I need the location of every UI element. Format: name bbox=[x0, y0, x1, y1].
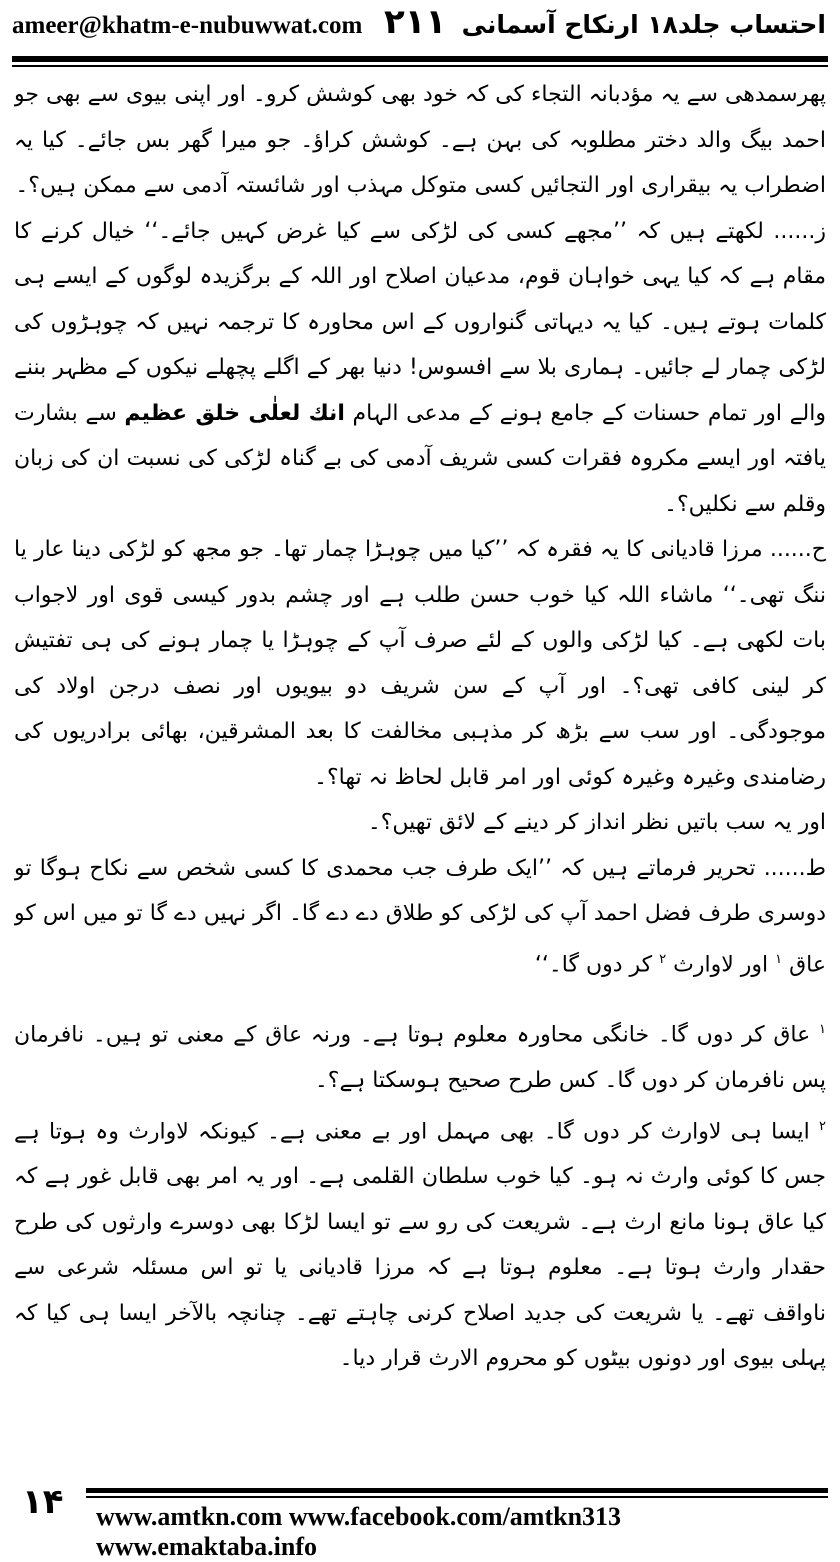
footer-page-number: ۱۴ bbox=[22, 1482, 64, 1522]
paragraph-3: ح...... مرزا قادیانی کا یہ فقرہ کہ ’’کیا میں چوہڑا چمار تھا۔ جو مجھ کو لڑکی دینا عار یا ننگ تھی۔‘‘ ماشاء اللہ کیا خوب حسن طلب ہے اور چشم بدور کیسی قوی اور لاجواب بات لکھی ہے۔ کیا لڑکی والوں کے لئے صرف آپ کے چوہڑا یا چمار ہونے کی ہی تفتیش کر لینی کافی تھی؟۔ اور آپ کے سن شریف دو بیویوں اور نصف درجن اولاد کی موجودگی۔ اور سب سے بڑھ کر مذہبی مخالفت کا بعد المشرقین، بھائی برادریوں کی رضامندی وغیرہ وغیرہ کوئی اور امر قابل لحاظ نہ تھا؟۔ bbox=[14, 537, 826, 790]
paragraph-5-text: ط...... تحریر فرماتے ہیں کہ ’’ایک طرف جب محمدی کا کسی شخص سے نکاح ہوگا تو دوسری طرف فضل احمد آپ کی لڑکی کو طلاق دے دے گا۔ اگر نہیں دے گا تو میں اس کو عاق bbox=[14, 855, 826, 977]
footnote-2 bbox=[14, 1104, 826, 1382]
footnote-1 bbox=[14, 1007, 826, 1103]
page-header bbox=[0, 0, 840, 58]
paragraph-5-mid: اور لاوارث bbox=[673, 951, 769, 977]
footer-links: www.amtkn.com www.facebook.com/amtkn313 www.emaktaba.info bbox=[96, 1502, 622, 1561]
paragraph-1: پھرسمدھی سے یہ مؤدبانہ التجاء کی کہ خود بھی کوشش کرو۔ اور اپنی بیوی سے بھی جو احمد بیگ والد دختر مطلوبہ کی بہن ہے۔ کوشش کراؤ۔ جو میرا گھر بس جائے۔ کیا یہ اضطراب یہ بیقراری اور التجائیں کسی متوکل مہذب اور شائستہ آدمی سے ممکن ہیں؟۔ bbox=[14, 82, 826, 198]
footnote-mark-1: ۱ bbox=[775, 951, 783, 967]
footer-rule-thick bbox=[86, 1488, 828, 1493]
paragraph-5 bbox=[14, 846, 826, 988]
header-page-number: ۲۱۱ bbox=[384, 2, 447, 42]
page-footer bbox=[0, 1480, 840, 1561]
paragraph-5-tail: کر دوں گا۔‘‘ bbox=[534, 951, 653, 977]
arabic-quote: انك لعلٰى خلق عظيم bbox=[124, 400, 345, 426]
header-rule-thick bbox=[12, 56, 828, 62]
paragraph-2-text: ز...... لکھتے ہیں کہ ’’مجھے کسی کی لڑکی سے کیا غرض کہیں جائے۔‘‘ خیال کرنے کا مقام ہے کہ کیا یہی خواہان قوم، مدعیان اصلاح اور اللہ کے برگزیدہ لوگوں کے ایسے ہی کلمات ہوتے ہیں۔ کیا یہ دیہاتی گنواروں کے اس محاورہ کا ترجمہ نہیں کہ چوہڑوں کی لڑکی چمار لے جائیں۔ ہماری بلا سے افسوس! دنیا بھر کے اگلے پچھلے نیکوں کے مظہر بننے والے اور تمام حسنات کے جامع ہونے کے مدعی الہام bbox=[14, 218, 826, 426]
footnote-1-text: عاق کر دوں گا۔ خانگی محاورہ معلوم ہوتا ہے۔ ورنہ عاق کے معنی تو ہیں۔ نافرمان پس نافرمان کر دوں گا۔ کس طرح صحیح ہوسکتا ہے؟۔ bbox=[14, 1022, 826, 1094]
footer-rule-thin bbox=[86, 1496, 828, 1498]
footnote-1-mark: ۱ bbox=[819, 1022, 826, 1038]
footnote-mark-2: ۲ bbox=[659, 951, 667, 967]
header-email: ameer@khatm-e-nubuwwat.com bbox=[12, 12, 363, 39]
footnote-2-text: ایسا ہی لاوارث کر دوں گا۔ بھی مہمل اور بے معنی ہے۔ کیونکہ لاوارث وہ ہوتا ہے جس کا کوئی وارث نہ ہو۔ کیا خوب سلطان القلمی ہے۔ اور یہ امر بھی قابل غور ہے کہ کیا عاق ہونا مانع ارث ہے۔ شریعت کی رو سے تو ایسا لڑکا بھی دوسرے وارثوں کی طرح حقدار وارث ہوتا ہے۔ معلوم ہوتا ہے کہ مرزا قادیانی یا تو اس مسئلہ شرعی سے ناواقف تھے۔ یا شریعت کی جدید اصلاح کرنی چاہتے تھے۔ چنانچہ بالآخر ایسا ہی کیا کہ پہلی بیوی اور دونوں بیٹوں کو محروم الارث قرار دیا۔ bbox=[14, 1118, 826, 1372]
paragraph-4: اور یہ سب باتیں نظر انداز کر دینے کے لائق تھیں؟۔ bbox=[367, 810, 826, 835]
page-body bbox=[14, 72, 826, 1472]
header-title: احتساب جلد۱۸ ارنکاح آسمانی bbox=[461, 10, 826, 39]
paragraph-2 bbox=[14, 209, 826, 528]
footnote-2-mark: ۲ bbox=[819, 1118, 826, 1134]
header-rule-thin bbox=[12, 65, 828, 67]
paragraph-2-tail: سے بشارت یافتہ اور ایسے مکروہ فقرات کسی شریف آدمی کی بے گناہ لڑکی کی نسبت ان کی زبان وقلم سے نکلیں؟۔ bbox=[14, 400, 826, 517]
